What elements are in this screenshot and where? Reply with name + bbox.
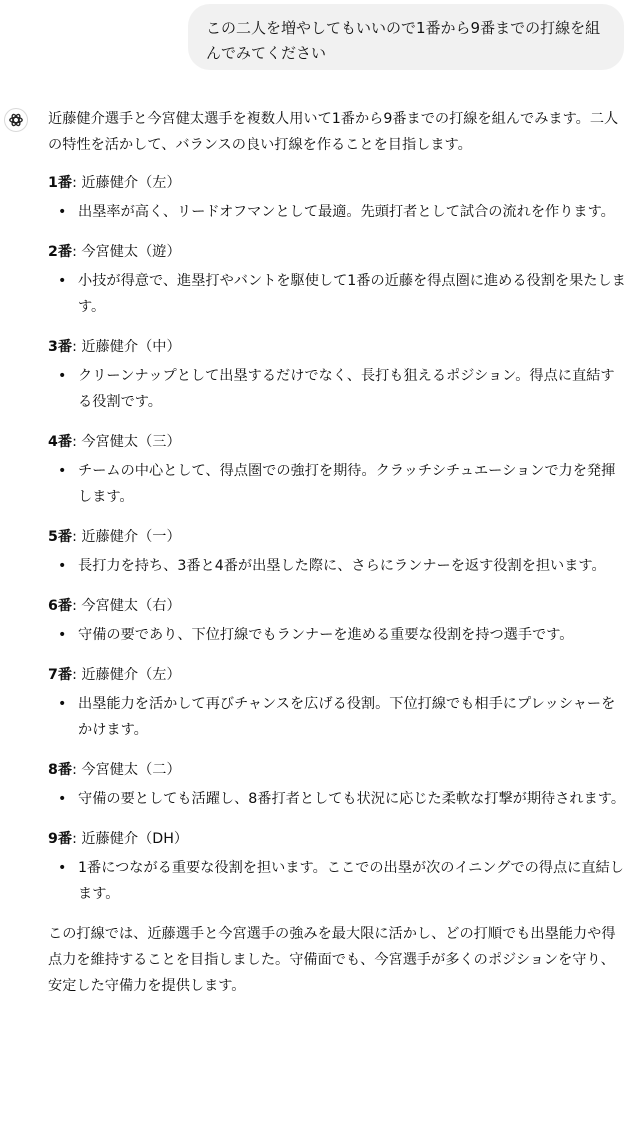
batting-order: 3番 bbox=[48, 339, 73, 355]
lineup-description: 守備の要であり、下位打線でもランナーを進める重要な役割を持つ選手です。 bbox=[78, 627, 574, 643]
player-name: : 近藤健介（中） bbox=[72, 339, 181, 355]
lineup-entry bbox=[48, 593, 628, 648]
lineup-entry-heading bbox=[48, 334, 628, 360]
list-item bbox=[48, 458, 628, 510]
bullet-icon: • bbox=[58, 204, 67, 220]
bullet-icon: • bbox=[58, 696, 67, 712]
batting-order: 8番 bbox=[48, 762, 73, 778]
bullet-icon: • bbox=[58, 463, 67, 479]
lineup-description: 小技が得意で、進塁打やバントを駆使して1番の近藤を得点圏に進める役割を果たします。 bbox=[78, 273, 626, 315]
list-item bbox=[48, 553, 628, 579]
list-item bbox=[48, 199, 628, 225]
lineup-description: 出塁率が高く、リードオフマンとして最適。先頭打者として試合の流れを作ります。 bbox=[78, 204, 615, 220]
list-item bbox=[48, 786, 628, 812]
lineup-entry-heading bbox=[48, 429, 628, 455]
lineup-entry-heading bbox=[48, 757, 628, 783]
batting-order: 2番 bbox=[48, 244, 73, 260]
batting-order: 6番 bbox=[48, 598, 73, 614]
player-name: : 近藤健介（左） bbox=[72, 667, 181, 683]
lineup-entry-heading bbox=[48, 524, 628, 550]
player-name: : 今宮健太（右） bbox=[72, 598, 181, 614]
intro-paragraph: 近藤健介選手と今宮健太選手を複数人用いて1番から9番までの打線を組んでみます。二人の特性を活かして、バランスの良い打線を作ることを目指します。 bbox=[48, 111, 619, 153]
lineup-description: クリーンナップとして出塁するだけでなく、長打も狙えるポジション。得点に直結する役割です。 bbox=[78, 368, 615, 410]
bullet-icon: • bbox=[58, 273, 67, 289]
assistant-message bbox=[48, 106, 628, 999]
lineup-description: 守備の要としても活躍し、8番打者としても状況に応じた柔軟な打撃が期待されます。 bbox=[78, 791, 626, 807]
bullet-icon: • bbox=[58, 860, 67, 876]
outro-paragraph: この打線では、近藤選手と今宮選手の強みを最大限に活かし、どの打順でも出塁能力や得点力を維持することを目指しました。守備面でも、今宮選手が多くのポジションを守り、安定した守備力を提供します。 bbox=[48, 926, 616, 994]
lineup-entry bbox=[48, 826, 628, 907]
batting-order: 7番 bbox=[48, 667, 73, 683]
player-name: : 近藤健介（左） bbox=[72, 175, 181, 191]
lineup-entry bbox=[48, 170, 628, 225]
lineup-description: 1番につながる重要な役割を担います。ここでの出塁が次のイニングでの得点に直結します。 bbox=[78, 860, 624, 902]
lineup-description: 出塁能力を活かして再びチャンスを広げる役割。下位打線でも相手にプレッシャーをかけます。 bbox=[78, 696, 616, 738]
lineup-entry bbox=[48, 239, 628, 320]
lineup-entry-heading bbox=[48, 826, 628, 852]
batting-order: 9番 bbox=[48, 831, 73, 847]
lineup-entry-heading bbox=[48, 239, 628, 265]
lineup-entry bbox=[48, 334, 628, 415]
player-name: : 近藤健介（一） bbox=[72, 529, 181, 545]
user-message-bubble bbox=[188, 4, 624, 70]
lineup-entry-heading bbox=[48, 170, 628, 196]
bullet-icon: • bbox=[58, 791, 67, 807]
list-item bbox=[48, 268, 628, 320]
assistant-avatar bbox=[4, 108, 28, 132]
lineup-description: チームの中心として、得点圏での強打を期待。クラッチシチュエーションで力を発揮します。 bbox=[78, 463, 616, 505]
batting-order: 4番 bbox=[48, 434, 73, 450]
openai-logo-icon bbox=[8, 112, 24, 128]
list-item bbox=[48, 855, 628, 907]
lineup-entry-heading bbox=[48, 593, 628, 619]
lineup-entry bbox=[48, 429, 628, 510]
bullet-icon: • bbox=[58, 558, 67, 574]
list-item bbox=[48, 691, 628, 743]
lineup-entry bbox=[48, 662, 628, 743]
player-name: : 近藤健介（DH） bbox=[72, 831, 189, 847]
batting-order: 1番 bbox=[48, 175, 73, 191]
bullet-icon: • bbox=[58, 368, 67, 384]
list-item bbox=[48, 622, 628, 648]
lineup-entry-heading bbox=[48, 662, 628, 688]
lineup-description: 長打力を持ち、3番と4番が出塁した際に、さらにランナーを返す役割を担います。 bbox=[78, 558, 606, 574]
lineup-entry bbox=[48, 757, 628, 812]
bullet-icon: • bbox=[58, 627, 67, 643]
lineup-entry bbox=[48, 524, 628, 579]
user-message-text: この二人を増やしてもいいので1番から9番までの打線を組んでみてください bbox=[206, 19, 601, 62]
list-item bbox=[48, 363, 628, 415]
player-name: : 今宮健太（三） bbox=[72, 434, 181, 450]
player-name: : 今宮健太（遊） bbox=[72, 244, 181, 260]
player-name: : 今宮健太（二） bbox=[72, 762, 181, 778]
batting-order: 5番 bbox=[48, 529, 73, 545]
